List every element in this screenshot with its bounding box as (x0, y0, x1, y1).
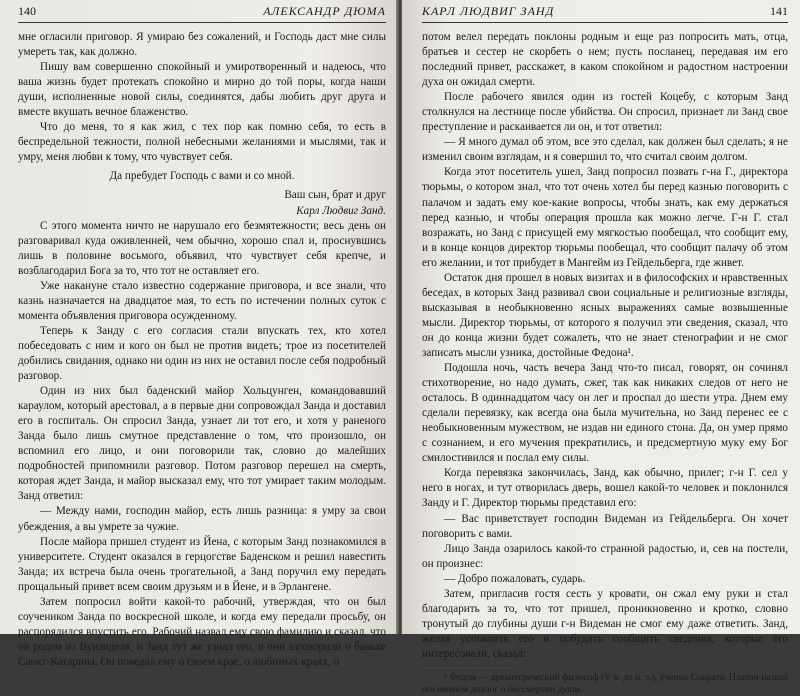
left-page-header (18, 2, 386, 23)
paragraph: — Вас приветствует господин Видеман из Гейдельберга. Он хочет поговорить с вами. (422, 512, 788, 540)
paragraph: Когда перевязка закончилась, Занд, как обычно, прилег; г-н Г. сел у него в ногах, и тут отворилась дверь, вошел какой-то человек и поклонился Занду и Г. Директор тюрьмы представил его: (422, 467, 788, 510)
paragraph: потом велел передать поклоны родным и еще раз попросить мать, отца, братьев и сестер не скорбеть о нем; пусть посланец, передавая им его последний привет, расскажет, в каком спокойном и радостном настроении духа он ожидал смерти. (422, 31, 788, 89)
right-page (402, 0, 800, 695)
paragraph: — Между нами, господин майор, есть лишь разница: я умру за свои убеждения, а вы умрете за чужие. (18, 505, 386, 533)
paragraph: Один из них был баденский майор Хольцунген, командовавший караулом, который арестовал, а в первые дни сопровождал Занда и доставил его в госпиталь. Он спросил Занда, узнает ли тот его, и хотя у раненого Занда было лишь смутное представление о том, что произошло, он вспомнил его лицо, и они поговорили так, словно до малейших подробностей припомнили разговор. Потом разговор перешел на смерть, которая ждет Занда, и майор высказал ему, что тот умирает таким молодым. Занд ответил: (18, 385, 386, 503)
right-page-number: 141 (770, 4, 788, 18)
paragraph: Затем попросил войти какой-то рабочий, утверждая, что он был соучеником Занда по воскресной школе, и когда ему передали просьбу, он распорядился впустить его. Рабочий назвал ему свою фамилию и сказал, что он родом из Вунзиделя, и Занд тут же узнал его, и они заговорили о баньке Санкт-Катарина. Он поведал ему о своем крае, о любимых краях, о (18, 595, 386, 668)
right-running-head: КАРЛ ЛЮДВИГ ЗАНД (422, 4, 555, 18)
footnote-rule (422, 668, 512, 669)
left-running-head: АЛЕКСАНДР ДЮМА (263, 4, 386, 18)
left-page-number: 140 (18, 4, 36, 18)
paragraph: Пишу вам совершенно спокойный и умиротворенный и надеюсь, что ваша жизнь будет протекать спокойно и мирно до той поры, когда наши души, исполненные новой силы, соединятся, дабы любить друг друга и вместе вкушать вечное блаженство. (18, 61, 386, 119)
left-page (0, 0, 398, 668)
paragraph: Остаток дня прошел в новых визитах и в философских и нравственных беседах, в которых Занд развивал свои социальные и религиозные взгляды, высказывая в необыкновенно ясных выражениях самые возвышенные мысли. Директор тюрьмы, от которого я получил эти сведения, сказал, что он до конца жизни будет сожалеть, что не знает стенографии и не смог записать мысли узника, достойные Федона¹. (422, 271, 788, 359)
paragraph: С этого момента ничто не нарушало его безмятежности; весь день он разговаривал куда оживленней, чем обычно, хорошо спал и, проснувшись лишь в половине восьмого, объявил, что чувствует себя крепче, и возблагодарил Бога за то, что тот не оставляет его. (18, 219, 386, 277)
paragraph: После майора пришел студент из Йена, с которым Занд познакомился в университете. Студент оказался в герцогстве Баденском и решил навестить Занда; их встреча была очень трогательной, а Занд поручил ему передать прощальный привет всем своим друзьям и в Йене, и в Эрлангене. (18, 535, 386, 593)
paragraph: — Добро пожаловать, сударь. (444, 572, 586, 585)
right-page-header (422, 2, 788, 23)
paragraph: Когда этот посетитель ушел, Занд попросил позвать г-на Г., директора тюрьмы, о котором знал, что тот очень хотел бы перед казнью поговорить с палачом и задать ему кое-какие вопросы, чтобы знать, как ему держаться перед казнью, и чтобы операция прошла как можно легче. Г-н Г. стал возражать, но Занд с присущей ему мягкостью пообещал, что сообщит ему, и в конце концов директор тюрьмы пообещал, что сообщит палачу об этом его желании, и тот прибудет в Мангейм из Гейдельберга, где живет. (422, 166, 788, 269)
right-page-body (422, 30, 788, 696)
paragraph: Да пребудет Господь с вами и со мной. (109, 170, 295, 183)
paragraph: Что до меня, то я как жил, с тех пор как помню себя, то есть в беспредельной тежности, полной небесными желаниями и мыслями, так и умру, меня любви к тому, что чувствует себя. (18, 121, 386, 164)
paragraph: После рабочего явился один из гостей Коцебу, с которым Занд столкнулся на лестнице после убийства. Он спросил, признает ли Занд свое преступление и раскаивается ли он, и тот ответил: (422, 91, 788, 134)
paragraph: Ваш сын, брат и друг (284, 189, 386, 202)
footnote: ¹ Федон — древнегреческий философ (V в. до н. э.), ученик Сократа. Платон назвал его именем диалог о бессмертии души. (422, 671, 788, 695)
paragraph: Лицо Занда озарилось какой-то странной радостью, и, сев на постели, он произнес: (422, 542, 788, 570)
paragraph: — Я много думал об этом, все это сделал, как должен был сделать; я не изменил своим взглядам, и я совершил то, что считал своим долгом. (422, 136, 788, 164)
paragraph: Карл Людвиг Занд. (296, 204, 386, 217)
paragraph: Уже накануне стало известно содержание приговора, и все знали, что казнь назначается на двадцатое мая, то есть по истечении полных суток с момента объявления приговора осужденному. (18, 279, 386, 322)
paragraph: Подошла ночь, часть вечера Занд что-то писал, говорят, он сочинял стихотворение, но надо думать, сжег, так как никаких следов от него не осталось. В одиннадцатом часу он лег и проспал до шести утра. Днем ему сделали перевязку, как всегда она была мучительна, но Занд перенес ее с необыкновенным мужеством, не издав ни единого стона. Да, он умер прямо с сознанием, и его мучения прекратились, и предсмертную муку ему Бог смилостивился и послал ему силы. (422, 362, 788, 465)
paragraph: Теперь к Занду с его согласия стали впускать тех, кто хотел побеседовать с ним и кого он был не против видеть; трое из посетителей добились свидания, однако ни один из них не оставил после себя подробный разговор. (18, 324, 386, 383)
paragraph: мне огласили приговор. Я умираю без сожалений, и Господь даст мне силы умереть так, как должно. (18, 31, 386, 59)
left-page-body (18, 30, 386, 670)
paragraph: Затем, пригласив гостя сесть у кровати, он сжал ему руки и стал благодарить за то, что тот пришел, проникновенно и кротко, словно тронутый до глубины души г-н Видеман не смог ему даже ответить. Занд, желая успокоить его и побудить сообщить сведения, которые его интересовали, сказал: (422, 587, 788, 660)
